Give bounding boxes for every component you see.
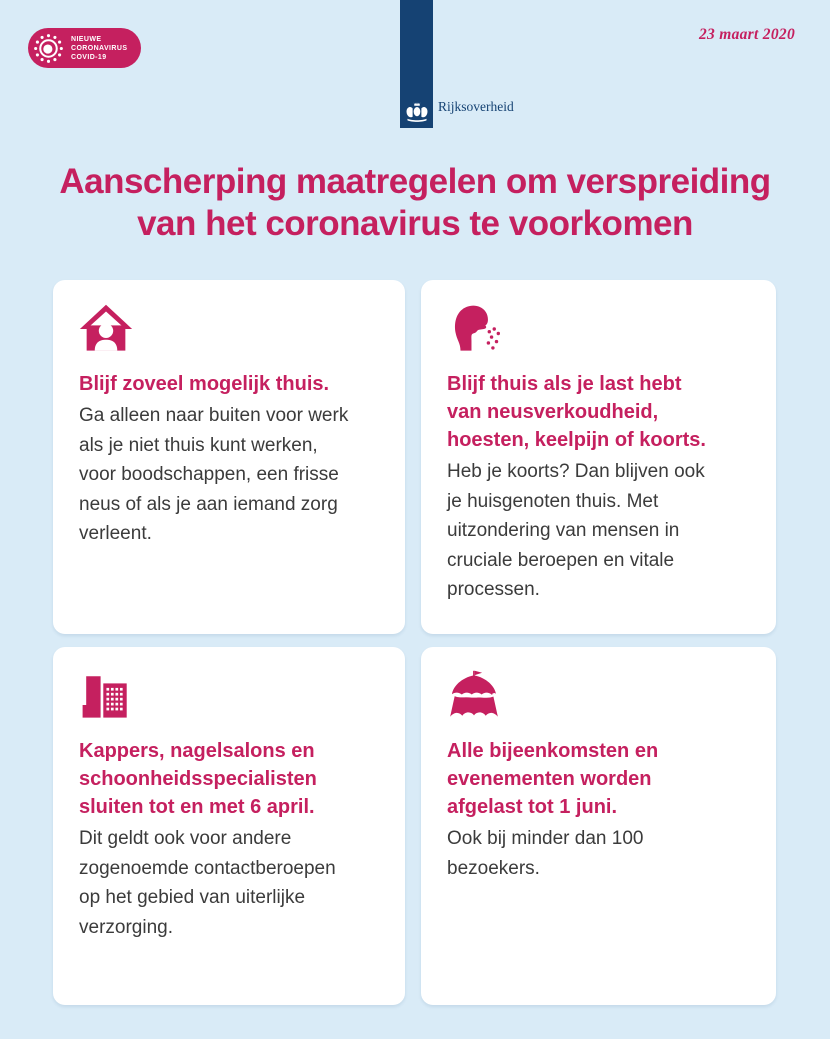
card-body: Dit geldt ook voor andere zogenoemde contactberoepen op het gebied van uiterlijke verzorging. — [79, 828, 336, 938]
rijksoverheid-wordmark: Rijksoverheid — [438, 99, 514, 114]
card-stay-home — [53, 280, 405, 634]
date-label: 23 maart 2020 — [698, 26, 795, 43]
circus-tent-icon — [447, 669, 501, 723]
corona-badge-label — [71, 35, 127, 62]
card-stay-home-symptoms — [421, 280, 776, 634]
card-heading: Alle bijeenkomsten en evenementen worden afgelast tot 1 juni. — [447, 740, 659, 818]
badge-line-2: CORONAVIRUS — [71, 44, 128, 52]
card-heading: Blijf thuis als je last hebt van neusverkoudheid, hoesten, keelpijn of koorts. — [447, 373, 706, 451]
virus-icon — [32, 32, 65, 65]
page-title — [0, 161, 830, 245]
house-person-icon — [79, 302, 133, 356]
rijksoverheid-ribbon — [400, 0, 433, 128]
card-body: Ook bij minder dan 100 bezoekers. — [447, 828, 644, 879]
card-heading: Kappers, nagelsalons en schoonheidsspecialisten sluiten tot en met 6 april. — [79, 740, 317, 818]
card-contact-professions — [53, 647, 405, 1005]
card-body: Ga alleen naar buiten voor werk als je niet thuis kunt werken, voor boodschappen, een frisse neus of als je aan iemand zorg verleent. — [79, 405, 349, 544]
buildings-icon — [79, 669, 133, 723]
corona-badge — [28, 28, 141, 68]
badge-line-3: COVID-19 — [71, 53, 107, 61]
badge-line-1: NIEUWE — [71, 35, 102, 43]
card-heading: Blijf zoveel mogelijk thuis. — [79, 373, 330, 395]
rijksoverheid-crest-icon — [403, 98, 430, 126]
page-title-line-1: Aanscherping maatregelen om verspreiding — [59, 162, 771, 201]
card-events-cancelled — [421, 647, 776, 1005]
page-title-line-2: van het coronavirus te voorkomen — [137, 204, 693, 243]
card-body: Heb je koorts? Dan blijven ook je huisgenoten thuis. Met uitzondering van mensen in cruciale beroepen en vitale processen. — [447, 461, 705, 600]
coughing-person-icon — [447, 302, 501, 356]
